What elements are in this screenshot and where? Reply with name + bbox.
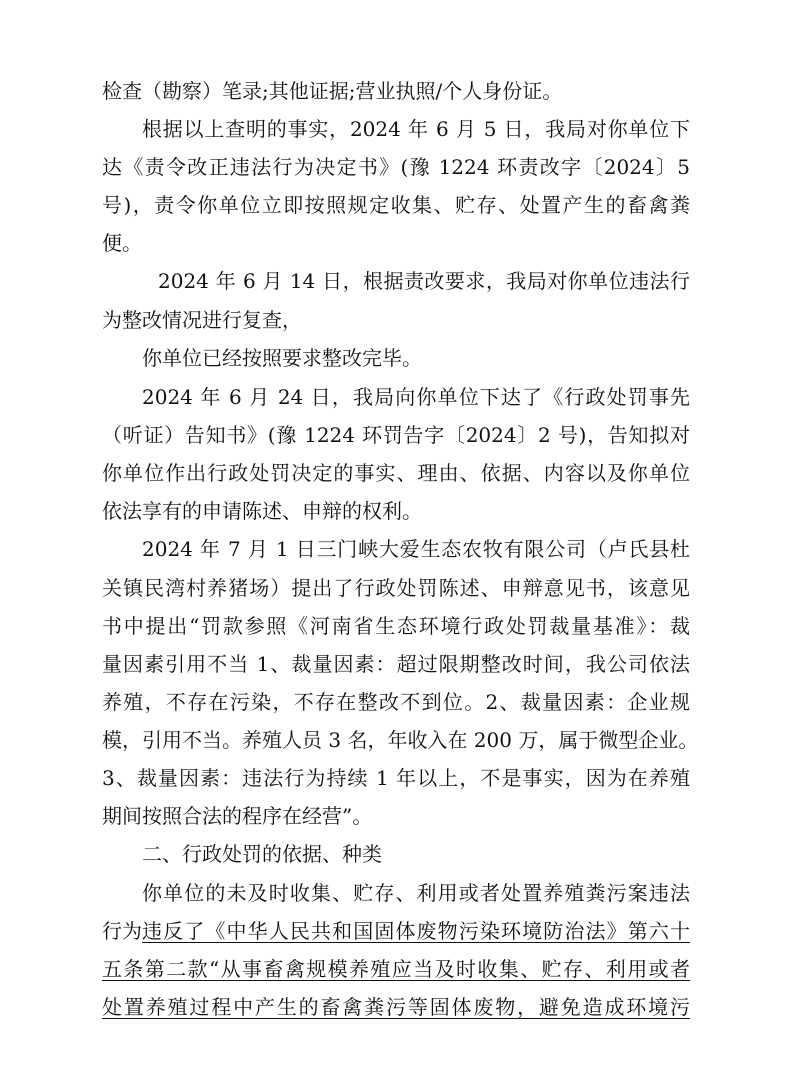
text-line: （听证）告知书》(豫 1224 环罚告字〔2024〕2 号)，告知拟对 [102, 423, 690, 447]
text-line: 便。 [102, 231, 142, 255]
text-line: 检查（勘察）笔录;其他证据;营业执照/个人身份证。 [102, 79, 563, 103]
text-line: 你单位已经按照要求整改完毕。 [142, 346, 422, 370]
text-line: 2024 年 6 月 14 日，根据责改要求，我局对你单位违法行 [158, 269, 690, 293]
text-line: 养殖，不存在污染，不存在整改不到位。2、裁量因素：企业规 [102, 690, 690, 714]
text-line [102, 912, 690, 950]
text-line: 2024 年 7 月 1 日三门峡大爱生态农牧有限公司（卢氏县杜 [142, 537, 690, 561]
text-line: 根据以上查明的事实，2024 年 6 月 5 日，我局对你单位下 [142, 117, 690, 141]
underlined-citation: 违反了《中华人民共和国固体废物污染环境防治法》第六十 [142, 919, 690, 943]
text-line: 你单位作出行政处罚决定的事实、理由、依据、内容以及你单位 [102, 461, 690, 485]
text-line: 期间按照合法的程序在经营”。 [102, 804, 373, 828]
text-segment: 行为 [102, 919, 142, 943]
text-line: 3、裁量因素：违法行为持续 1 年以上，不是事实，因为在养殖 [102, 766, 690, 790]
text-line: 达《责令改正违法行为决定书》(豫 1224 环责改字〔2024〕5 [102, 155, 690, 179]
text-line: 关镇民湾村养猪场）提出了行政处罚陈述、申辩意见书，该意见 [102, 576, 690, 600]
text-line: 2024 年 6 月 24 日，我局向你单位下达了《行政处罚事先 [142, 385, 690, 409]
document-body [102, 72, 699, 1026]
text-line: 模，引用不当。养殖人员 3 名，年收入在 200 万，属于微型企业。 [102, 728, 699, 752]
text-line: 为整改情况进行复查， [102, 308, 302, 332]
text-line: 你单位的未及时收集、贮存、利用或者处置养殖粪污案违法 [142, 881, 690, 905]
text-line: 依法享有的申请陈述、申辩的权利。 [102, 499, 422, 523]
text-line: 量因素引用不当 1、裁量因素：超过限期整改时间，我公司依法 [102, 652, 690, 676]
text-line: 号)，责令你单位立即按照规定收集、贮存、处置产生的畜禽粪 [102, 193, 690, 217]
text-line: 书中提出“罚款参照《河南省生态环境行政处罚裁量基准》：裁 [102, 614, 690, 638]
underlined-citation: 五条第二款“从事畜禽规模养殖应当及时收集、贮存、利用或者 [102, 957, 690, 981]
section-heading: 二、行政处罚的依据、种类 [142, 842, 382, 866]
underlined-citation: 处置养殖过程中产生的畜禽粪污等固体废物，避免造成环境污 [102, 995, 690, 1019]
